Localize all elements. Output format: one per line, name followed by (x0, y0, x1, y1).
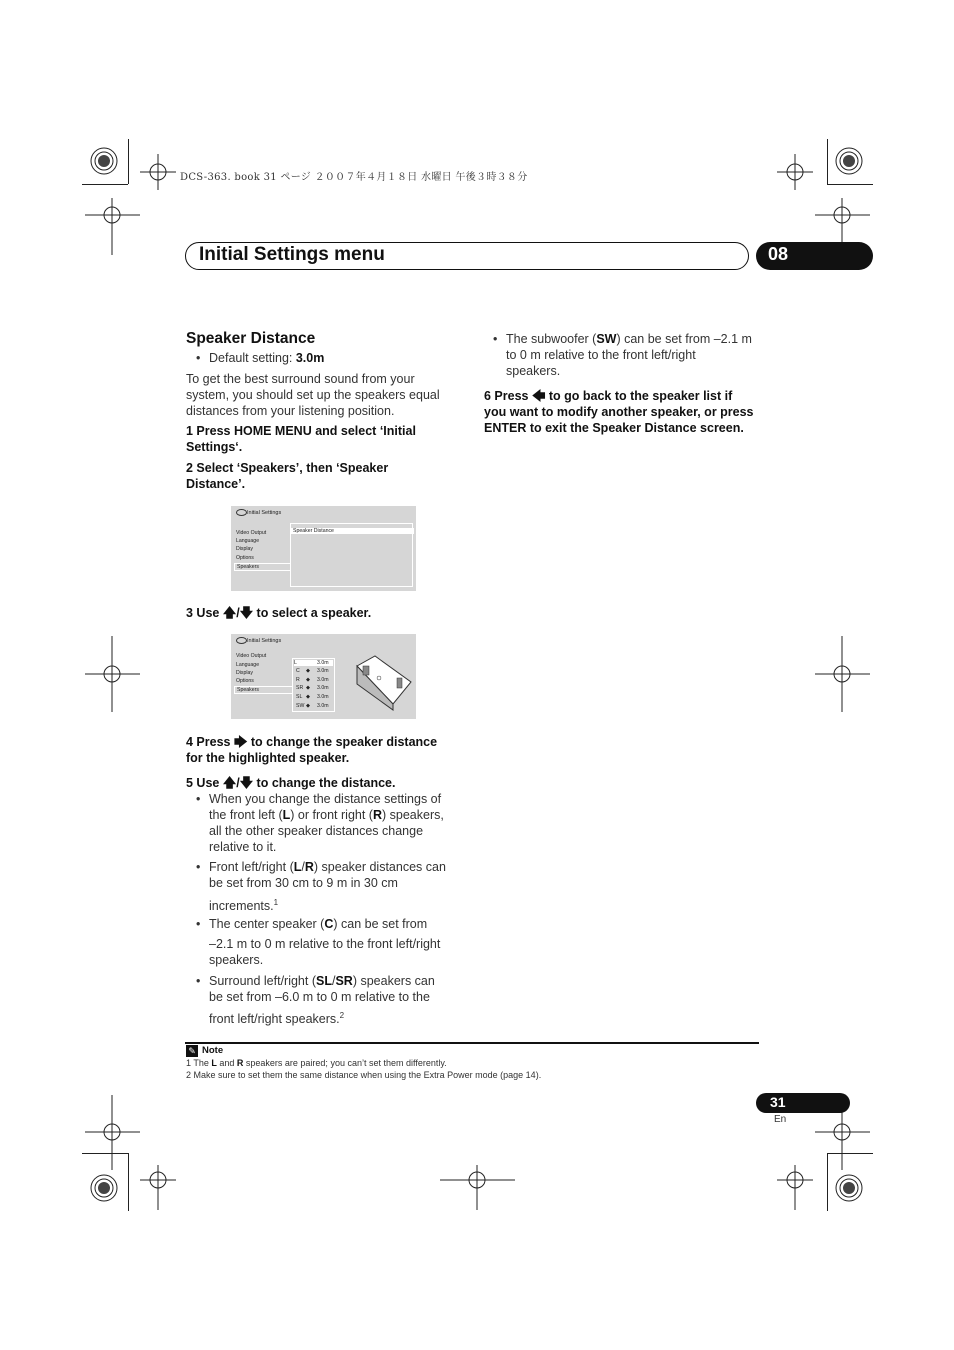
default-setting: • Default setting: 3.0m (209, 350, 324, 366)
step-1: 1 Press HOME MENU and select ‘Initial Settings‘. (186, 424, 416, 454)
up-arrow-icon: 🡅 (222, 605, 237, 620)
menu-item-display: Display (236, 546, 254, 552)
note-label: Note (202, 1045, 224, 1056)
menu-item-speakers: Speakers (234, 686, 294, 694)
menu-item-display: Display (236, 670, 254, 676)
down-arrow-icon: 🡇 (239, 775, 254, 790)
bullet-surround: • Surround left/right (SL/SR) speakers can be set from –6.0 m to 0 m relative to the front left/right speakers.$^2$ (209, 973, 435, 1027)
step-5: 5 Use 🡅/🡇 to change the distance. (186, 775, 396, 790)
intro-paragraph: To get the best surround sound from your system, you should set up the speakers equal distances from your listening position. (186, 372, 440, 418)
panel-item-speaker-distance: Speaker Distance (291, 528, 414, 534)
screen-title: Initial Settings (247, 638, 282, 644)
step-6: 6 Press 🡄 to go back to the speaker list if you want to modify another speaker, or press ENTER to exit the Speaker Distance screen. (484, 388, 754, 435)
down-arrow-icon: 🡇 (239, 605, 254, 620)
book-info-line: DCS-363. book 31 ページ ２００７年４月１８日 水曜日 午後３時３８分 (180, 172, 528, 183)
bullet-front-lr: • Front left/right (L/R) speaker distances can be set from 30 cm to 9 m in 30 cm increments.$^1$ (209, 859, 446, 914)
menu-item-language: Language (236, 538, 260, 544)
step-4: 4 Press 🡆 to change the speaker distance for the highlighted speaker. (186, 734, 438, 765)
screen-title: Initial Settings (247, 510, 282, 516)
section-title: Speaker Distance (186, 330, 316, 347)
page-number: 31 (756, 1093, 850, 1113)
bullet-center: • The center speaker (C) can be set from –2.1 m to 0 m relative to the front left/right speakers. (209, 916, 440, 968)
room-diagram (353, 652, 413, 712)
note-pencil-icon: ✎ (186, 1045, 198, 1057)
disc-icon (236, 509, 247, 516)
note-divider (185, 1042, 759, 1044)
chapter-number: 08 (756, 242, 873, 270)
footnote-2: 2 Make sure to set them the same distance when using the Extra Power mode (page 14). (186, 1070, 542, 1080)
menu-item-options: Options (236, 678, 254, 684)
step-3: 3 Use 🡅/🡇 to select a speaker. (186, 605, 372, 620)
page-title: Initial Settings menu (199, 244, 385, 265)
page-language: En (774, 1114, 787, 1125)
step-2: 2 Select ‘Speakers’, then ‘Speaker Distance’. (186, 461, 389, 491)
footnote-1: 1 The L and R speakers are paired; you can’t set them differently. (186, 1058, 447, 1068)
menu-item-language: Language (236, 662, 260, 668)
screen-initial-settings-2: Initial Settings Video Output Language Display Options Speakers L 3.0m C ◆ 3.0m R ◆ 3.0m SR ◆ 3.0m SL ◆ 3.0m SW ◆ 3.0m (231, 634, 416, 719)
menu-item-speakers: Speakers (234, 563, 294, 571)
menu-item-video-output: Video Output (236, 653, 267, 659)
left-arrow-icon: 🡄 (531, 388, 546, 403)
right-arrow-icon: 🡆 (233, 734, 248, 749)
bullet-distance-settings: • When you change the distance settings of the front left (L) or front right (R) speakers, all the other speaker distances change relative to it. (209, 791, 444, 855)
menu-item-options: Options (236, 555, 254, 561)
menu-item-video-output: Video Output (236, 530, 267, 536)
disc-icon (236, 637, 247, 644)
screen-initial-settings-1 (231, 506, 416, 591)
bullet-subwoofer: • The subwoofer (SW) can be set from –2.1 m to 0 m relative to the front left/right speakers. (506, 331, 752, 379)
up-arrow-icon: 🡅 (222, 775, 237, 790)
